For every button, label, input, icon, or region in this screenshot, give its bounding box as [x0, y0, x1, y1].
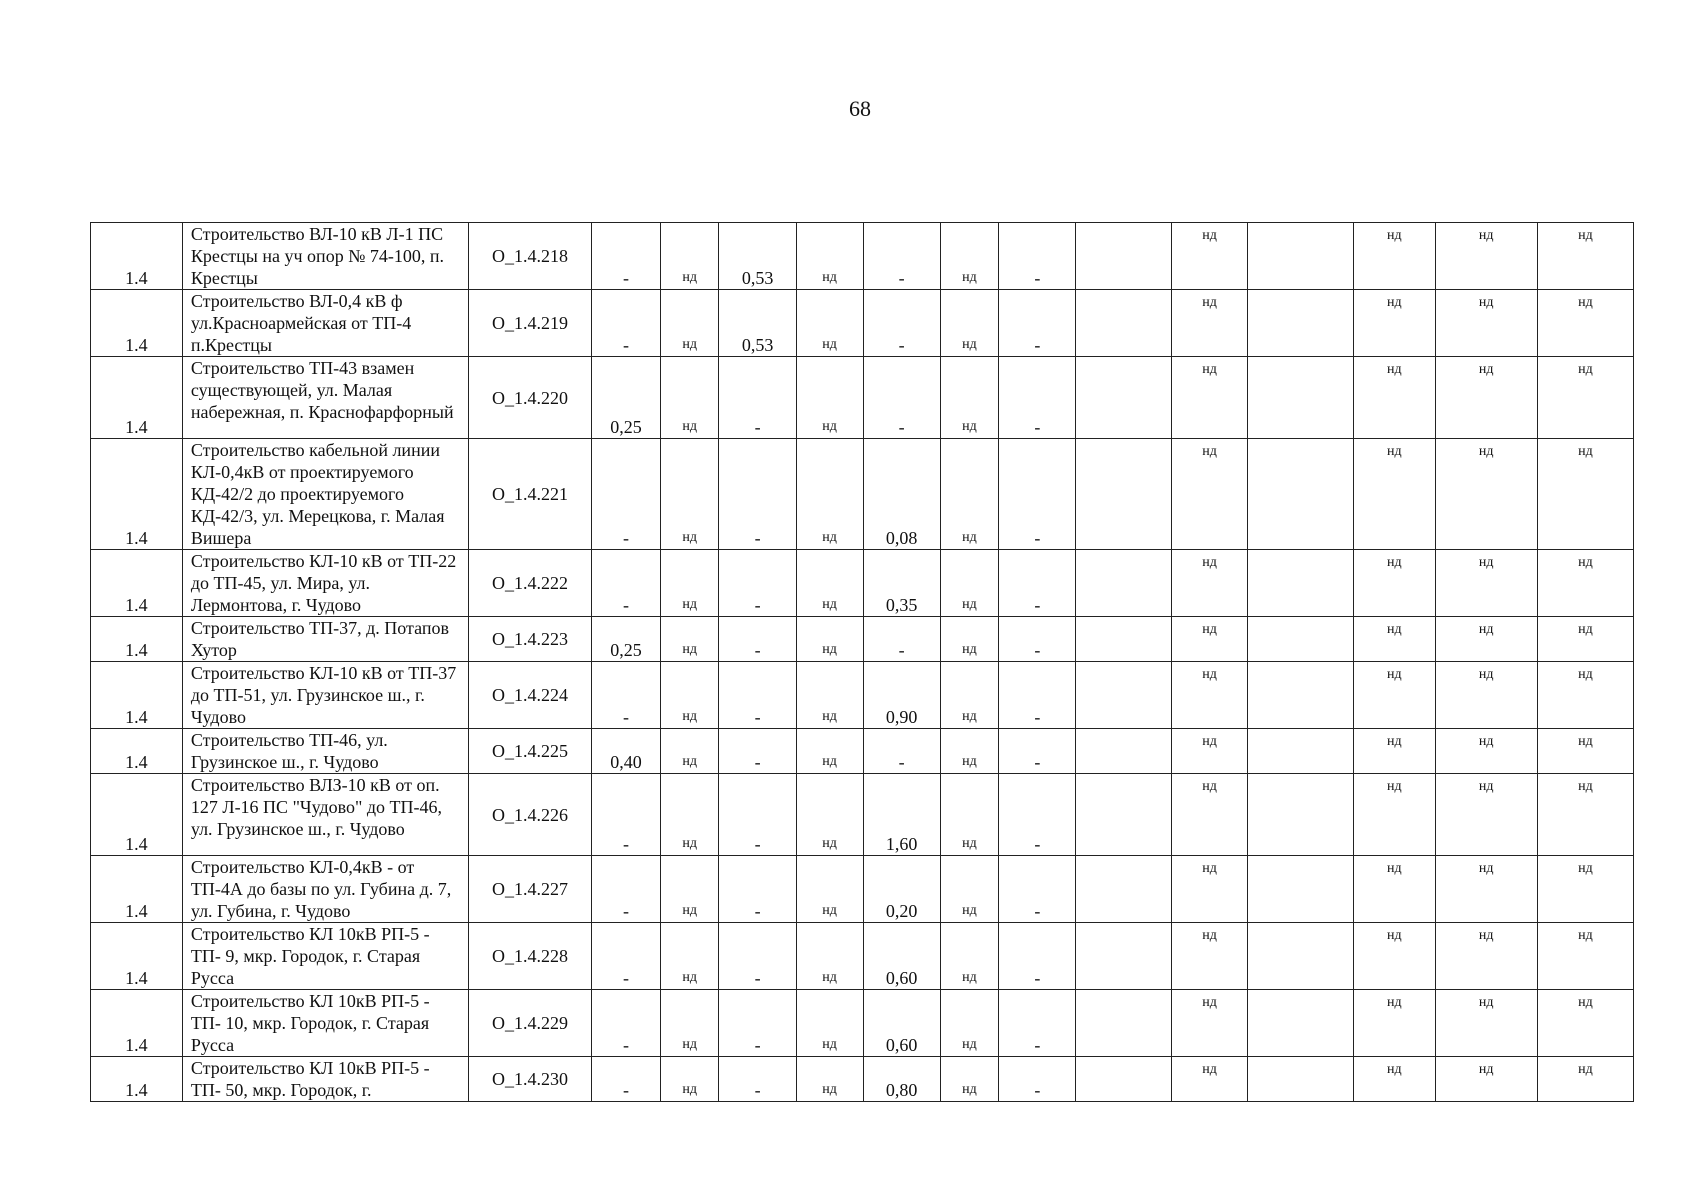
nd-cell: нд — [1354, 223, 1435, 290]
nd-cell: нд — [1172, 662, 1247, 729]
value-cell: нд — [660, 1057, 718, 1102]
empty-cell — [1076, 617, 1172, 662]
nd-cell: нд — [1354, 662, 1435, 729]
object-name: Строительство КЛ 10кВ РП-5 - ТП- 10, мкр. Городок, г. Старая Русса — [182, 990, 468, 1057]
value-cell: - — [719, 550, 796, 617]
nd-cell: нд — [1537, 357, 1633, 439]
nd-cell: нд — [1172, 223, 1247, 290]
value-cell: - — [999, 290, 1076, 357]
value-cell: - — [592, 856, 661, 923]
value-cell: нд — [940, 617, 998, 662]
empty-cell — [1247, 662, 1353, 729]
empty-cell — [1247, 439, 1353, 550]
empty-cell — [1076, 1057, 1172, 1102]
empty-cell — [1076, 223, 1172, 290]
table-row — [91, 923, 1634, 990]
nd-cell: нд — [1172, 617, 1247, 662]
nd-cell: нд — [1172, 856, 1247, 923]
value-cell: - — [719, 439, 796, 550]
object-code: О_1.4.227 — [468, 856, 591, 923]
table-row — [91, 550, 1634, 617]
value-cell: - — [719, 1057, 796, 1102]
row-number: 1.4 — [91, 990, 183, 1057]
value-cell: - — [999, 662, 1076, 729]
value-cell: 1,60 — [863, 774, 940, 856]
value-cell: нд — [940, 662, 998, 729]
table-row — [91, 290, 1634, 357]
row-number: 1.4 — [91, 290, 183, 357]
value-cell: нд — [660, 617, 718, 662]
value-cell: нд — [660, 774, 718, 856]
nd-cell: нд — [1537, 550, 1633, 617]
nd-cell: нд — [1537, 923, 1633, 990]
nd-cell: нд — [1172, 439, 1247, 550]
object-code: О_1.4.228 — [468, 923, 591, 990]
value-cell: нд — [796, 290, 863, 357]
value-cell: - — [863, 223, 940, 290]
value-cell: нд — [796, 856, 863, 923]
value-cell: 0,25 — [592, 357, 661, 439]
value-cell: - — [999, 774, 1076, 856]
value-cell: нд — [796, 223, 863, 290]
page-number: 68 — [849, 96, 871, 121]
row-number: 1.4 — [91, 357, 183, 439]
value-cell: 0,80 — [863, 1057, 940, 1102]
value-cell: нд — [940, 923, 998, 990]
object-code: О_1.4.219 — [468, 290, 591, 357]
nd-cell: нд — [1537, 1057, 1633, 1102]
value-cell: - — [719, 774, 796, 856]
value-cell: нд — [940, 290, 998, 357]
empty-cell — [1247, 729, 1353, 774]
nd-cell: нд — [1435, 923, 1537, 990]
object-name: Строительство ТП-37, д. Потапов Хутор — [182, 617, 468, 662]
nd-cell: нд — [1435, 856, 1537, 923]
row-number: 1.4 — [91, 1057, 183, 1102]
nd-cell: нд — [1435, 617, 1537, 662]
row-number: 1.4 — [91, 223, 183, 290]
nd-cell: нд — [1537, 729, 1633, 774]
nd-cell: нд — [1354, 856, 1435, 923]
object-name: Строительство КЛ-0,4кВ - от ТП-4А до базы по ул. Губина д. 7, ул. Губина, г. Чудово — [182, 856, 468, 923]
value-cell: - — [863, 290, 940, 357]
table-row — [91, 1057, 1634, 1102]
value-cell: нд — [940, 1057, 998, 1102]
nd-cell: нд — [1435, 662, 1537, 729]
value-cell: нд — [796, 990, 863, 1057]
empty-cell — [1247, 1057, 1353, 1102]
value-cell: 0,60 — [863, 923, 940, 990]
value-cell: нд — [796, 357, 863, 439]
object-code: О_1.4.223 — [468, 617, 591, 662]
nd-cell: нд — [1537, 662, 1633, 729]
value-cell: - — [719, 617, 796, 662]
value-cell: нд — [940, 357, 998, 439]
nd-cell: нд — [1537, 774, 1633, 856]
value-cell: - — [863, 357, 940, 439]
nd-cell: нд — [1435, 357, 1537, 439]
value-cell: нд — [940, 729, 998, 774]
value-cell: нд — [940, 990, 998, 1057]
nd-cell: нд — [1354, 729, 1435, 774]
value-cell: - — [999, 729, 1076, 774]
value-cell: нд — [660, 550, 718, 617]
value-cell: нд — [796, 1057, 863, 1102]
table-row — [91, 856, 1634, 923]
nd-cell: нд — [1354, 439, 1435, 550]
nd-cell: нд — [1172, 290, 1247, 357]
nd-cell: нд — [1354, 923, 1435, 990]
value-cell: нд — [660, 290, 718, 357]
object-code: О_1.4.225 — [468, 729, 591, 774]
object-name: Строительство КЛ-10 кВ от ТП-37 до ТП-51, ул. Грузинское ш., г. Чудово — [182, 662, 468, 729]
object-name: Строительство ТП-46, ул. Грузинское ш., г. Чудово — [182, 729, 468, 774]
empty-cell — [1247, 290, 1353, 357]
nd-cell: нд — [1435, 990, 1537, 1057]
object-name: Строительство КЛ-10 кВ от ТП-22 до ТП-45, ул. Мира, ул. Лермонтова, г. Чудово — [182, 550, 468, 617]
value-cell: - — [592, 662, 661, 729]
nd-cell: нд — [1172, 1057, 1247, 1102]
empty-cell — [1076, 923, 1172, 990]
table-row — [91, 662, 1634, 729]
value-cell: нд — [796, 617, 863, 662]
empty-cell — [1076, 856, 1172, 923]
nd-cell: нд — [1537, 290, 1633, 357]
value-cell: 0,60 — [863, 990, 940, 1057]
value-cell: нд — [940, 550, 998, 617]
value-cell: нд — [796, 662, 863, 729]
value-cell: 0,53 — [719, 290, 796, 357]
nd-cell: нд — [1435, 223, 1537, 290]
value-cell: - — [719, 729, 796, 774]
value-cell: - — [592, 923, 661, 990]
value-cell: - — [863, 729, 940, 774]
empty-cell — [1076, 550, 1172, 617]
object-name: Строительство КЛ 10кВ РП-5 - ТП- 9, мкр. Городок, г. Старая Русса — [182, 923, 468, 990]
table-row — [91, 729, 1634, 774]
nd-cell: нд — [1354, 290, 1435, 357]
nd-cell: нд — [1354, 357, 1435, 439]
row-number: 1.4 — [91, 774, 183, 856]
value-cell: - — [719, 990, 796, 1057]
empty-cell — [1247, 923, 1353, 990]
value-cell: - — [719, 923, 796, 990]
value-cell: нд — [660, 990, 718, 1057]
value-cell: - — [999, 1057, 1076, 1102]
row-number: 1.4 — [91, 729, 183, 774]
value-cell: нд — [660, 856, 718, 923]
value-cell: - — [719, 856, 796, 923]
value-cell: - — [592, 439, 661, 550]
value-cell: нд — [796, 439, 863, 550]
value-cell: - — [863, 617, 940, 662]
value-cell: - — [999, 990, 1076, 1057]
value-cell: нд — [796, 550, 863, 617]
nd-cell: нд — [1435, 774, 1537, 856]
value-cell: нд — [660, 662, 718, 729]
empty-cell — [1076, 729, 1172, 774]
object-code: О_1.4.218 — [468, 223, 591, 290]
nd-cell: нд — [1354, 617, 1435, 662]
nd-cell: нд — [1354, 990, 1435, 1057]
value-cell: нд — [940, 439, 998, 550]
object-code: О_1.4.224 — [468, 662, 591, 729]
investment-table — [90, 222, 1634, 1102]
nd-cell: нд — [1435, 1057, 1537, 1102]
row-number: 1.4 — [91, 550, 183, 617]
value-cell: 0,20 — [863, 856, 940, 923]
table-row — [91, 357, 1634, 439]
value-cell: - — [719, 662, 796, 729]
value-cell: - — [592, 223, 661, 290]
empty-cell — [1247, 990, 1353, 1057]
empty-cell — [1247, 617, 1353, 662]
value-cell: - — [999, 923, 1076, 990]
object-name: Строительство ТП-43 взамен существующей, ул. Малая набережная, п. Краснофарфорный — [182, 357, 468, 439]
empty-cell — [1076, 290, 1172, 357]
value-cell: 0,40 — [592, 729, 661, 774]
nd-cell: нд — [1172, 550, 1247, 617]
empty-cell — [1076, 774, 1172, 856]
value-cell: нд — [660, 439, 718, 550]
value-cell: нд — [660, 729, 718, 774]
row-number: 1.4 — [91, 856, 183, 923]
nd-cell: нд — [1435, 290, 1537, 357]
nd-cell: нд — [1172, 923, 1247, 990]
value-cell: - — [592, 290, 661, 357]
nd-cell: нд — [1172, 774, 1247, 856]
value-cell: - — [592, 550, 661, 617]
value-cell: - — [999, 357, 1076, 439]
nd-cell: нд — [1354, 550, 1435, 617]
table-row — [91, 223, 1634, 290]
value-cell: нд — [940, 856, 998, 923]
empty-cell — [1076, 439, 1172, 550]
value-cell: 0,90 — [863, 662, 940, 729]
value-cell: нд — [940, 223, 998, 290]
object-name: Строительство КЛ 10кВ РП-5 - ТП- 50, мкр. Городок, г. — [182, 1057, 468, 1102]
nd-cell: нд — [1537, 223, 1633, 290]
empty-cell — [1247, 856, 1353, 923]
nd-cell: нд — [1172, 357, 1247, 439]
nd-cell: нд — [1537, 439, 1633, 550]
value-cell: нд — [796, 923, 863, 990]
object-code: О_1.4.220 — [468, 357, 591, 439]
object-name: Строительство ВЛ-0,4 кВ ф ул.Красноармейская от ТП-4 п.Крестцы — [182, 290, 468, 357]
empty-cell — [1247, 223, 1353, 290]
empty-cell — [1076, 990, 1172, 1057]
object-code: О_1.4.222 — [468, 550, 591, 617]
value-cell: - — [999, 617, 1076, 662]
empty-cell — [1076, 357, 1172, 439]
value-cell: нд — [796, 729, 863, 774]
nd-cell: нд — [1435, 550, 1537, 617]
nd-cell: нд — [1537, 617, 1633, 662]
value-cell: - — [999, 439, 1076, 550]
object-name: Строительство ВЛ-10 кВ Л-1 ПС Крестцы на уч опор № 74-100, п. Крестцы — [182, 223, 468, 290]
value-cell: 0,08 — [863, 439, 940, 550]
value-cell: нд — [660, 923, 718, 990]
value-cell: нд — [940, 774, 998, 856]
value-cell: - — [592, 1057, 661, 1102]
value-cell: - — [999, 550, 1076, 617]
object-code: О_1.4.229 — [468, 990, 591, 1057]
value-cell: нд — [660, 357, 718, 439]
object-code: О_1.4.226 — [468, 774, 591, 856]
object-code: О_1.4.221 — [468, 439, 591, 550]
table-row — [91, 774, 1634, 856]
value-cell: - — [592, 774, 661, 856]
row-number: 1.4 — [91, 439, 183, 550]
row-number: 1.4 — [91, 662, 183, 729]
value-cell: нд — [796, 774, 863, 856]
empty-cell — [1247, 357, 1353, 439]
nd-cell: нд — [1537, 856, 1633, 923]
value-cell: 0,53 — [719, 223, 796, 290]
empty-cell — [1247, 774, 1353, 856]
object-name: Строительство кабельной линии КЛ-0,4кВ от проектируемого КД-42/2 до проектируемого КД-42/3, ул. Мерецкова, г. Малая Вишера — [182, 439, 468, 550]
table-row — [91, 439, 1634, 550]
empty-cell — [1247, 550, 1353, 617]
object-code: О_1.4.230 — [468, 1057, 591, 1102]
value-cell: нд — [660, 223, 718, 290]
value-cell: - — [592, 990, 661, 1057]
table-row — [91, 617, 1634, 662]
nd-cell: нд — [1354, 1057, 1435, 1102]
nd-cell: нд — [1537, 990, 1633, 1057]
value-cell: 0,25 — [592, 617, 661, 662]
nd-cell: нд — [1172, 990, 1247, 1057]
row-number: 1.4 — [91, 617, 183, 662]
value-cell: 0,35 — [863, 550, 940, 617]
table-row — [91, 990, 1634, 1057]
nd-cell: нд — [1354, 774, 1435, 856]
nd-cell: нд — [1435, 729, 1537, 774]
value-cell: - — [999, 856, 1076, 923]
nd-cell: нд — [1435, 439, 1537, 550]
object-name: Строительство ВЛЗ-10 кВ от оп. 127 Л-16 ПС "Чудово" до ТП-46, ул. Грузинское ш., г. Чудово — [182, 774, 468, 856]
value-cell: - — [999, 223, 1076, 290]
value-cell: - — [719, 357, 796, 439]
empty-cell — [1076, 662, 1172, 729]
row-number: 1.4 — [91, 923, 183, 990]
nd-cell: нд — [1172, 729, 1247, 774]
